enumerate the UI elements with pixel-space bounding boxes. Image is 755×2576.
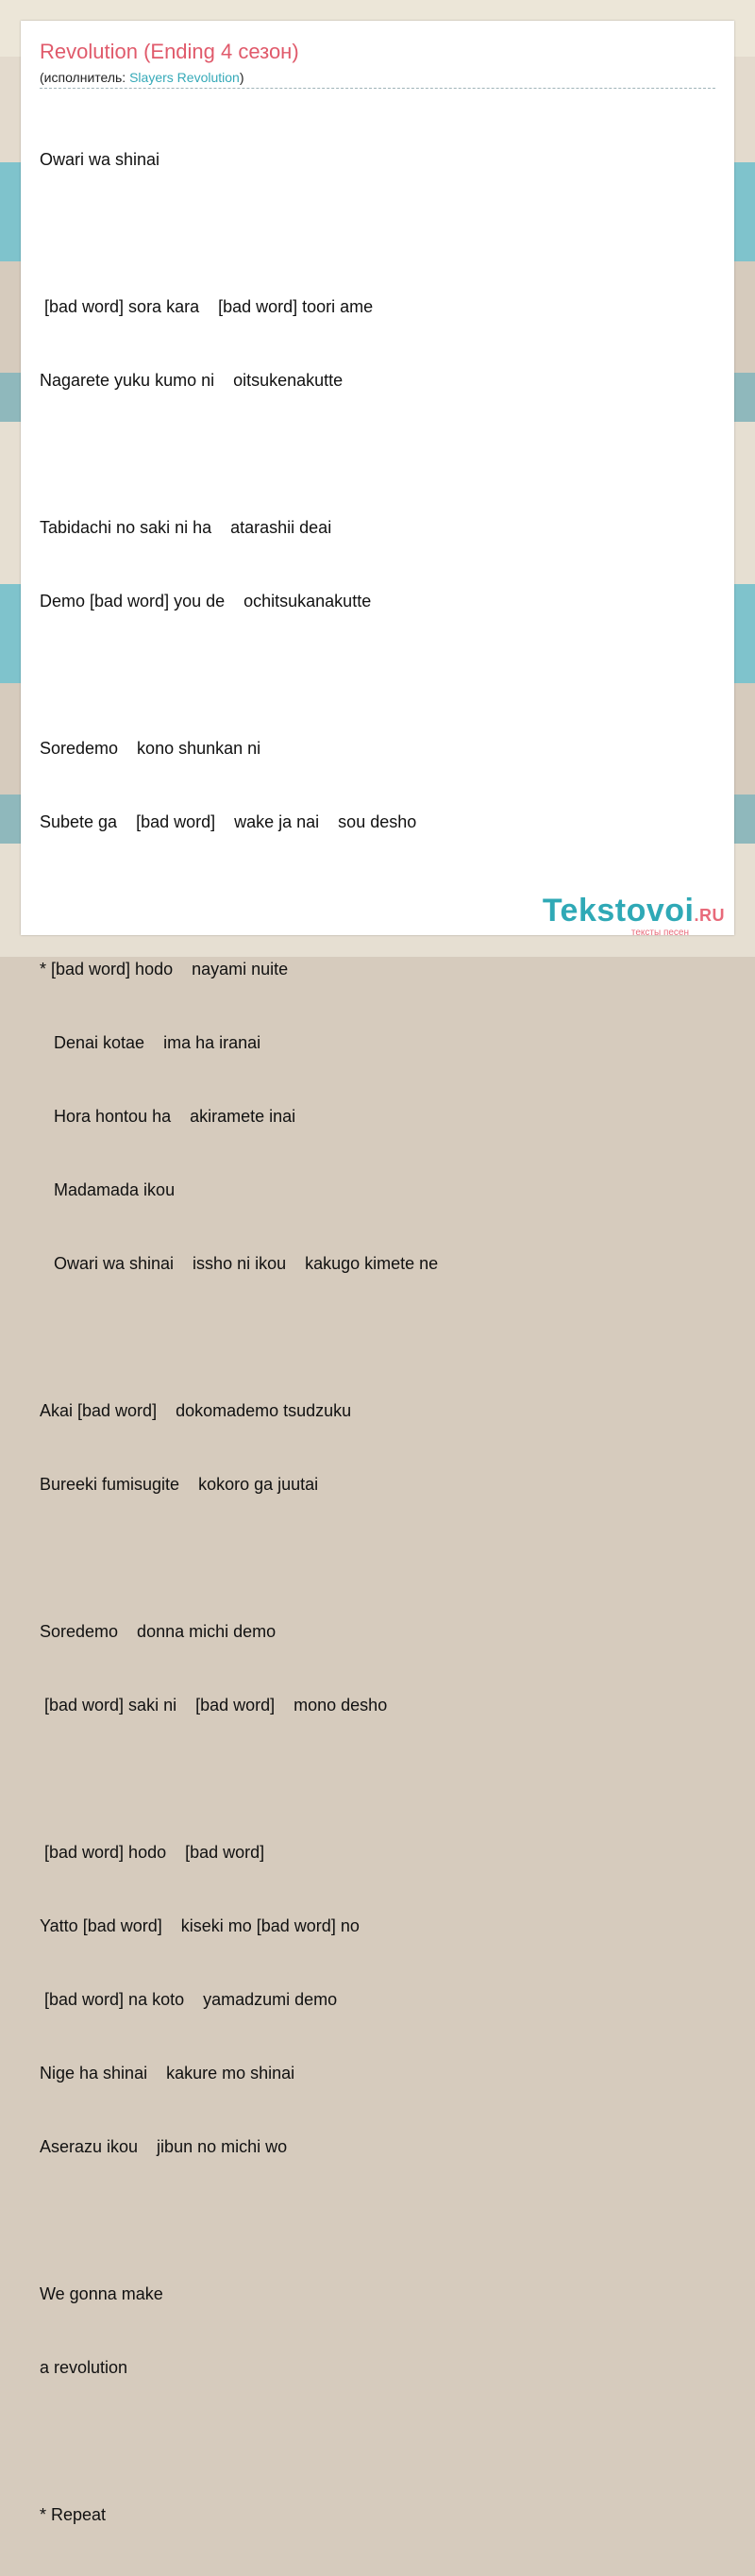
page-title: Revolution (Ending 4 сезон) xyxy=(40,40,299,63)
lyric-line: We gonna make xyxy=(40,2284,163,2303)
logo-wordmark xyxy=(543,895,725,931)
artist-suffix: ) xyxy=(239,70,244,85)
lyric-line xyxy=(40,2429,715,2453)
lyric-line: [bad word] saki ni [bad word] mono desho xyxy=(40,1696,388,1715)
lyric-line: Bureeki fumisugite kokoro ga juutai xyxy=(40,1475,319,1494)
lyric-line: Tabidachi no saki ni ha atarashii deai xyxy=(40,518,332,537)
lyrics-text xyxy=(40,98,715,2576)
lyric-line: [bad word] hodo [bad word] xyxy=(40,1843,265,1862)
artist-prefix: (исполнитель: xyxy=(40,70,130,85)
site-logo[interactable] xyxy=(543,895,725,938)
lyric-line: Yatto [bad word] kiseki mo [bad word] no xyxy=(40,1916,360,1935)
lyric-line xyxy=(40,442,715,466)
lyric-line: Nige ha shinai kakure mo shinai xyxy=(40,2064,295,2083)
lyric-line: Soredemo kono shunkan ni xyxy=(40,739,261,758)
lyric-line: Aserazu ikou jibun no michi wo xyxy=(40,2137,288,2156)
lyric-line: [bad word] sora kara [bad word] toori ame xyxy=(40,297,374,316)
lyric-line xyxy=(40,1546,715,1570)
lyrics-card xyxy=(21,21,734,2524)
lyric-line: a revolution xyxy=(40,2358,128,2377)
lyric-line: Hora hontou ha akiramete inai xyxy=(40,1107,296,1126)
lyric-line: Madamada ikou xyxy=(40,1180,176,1199)
logo-tld: .RU xyxy=(694,906,725,925)
lyric-line: Nagarete yuku kumo ni oitsukenakutte xyxy=(40,371,344,390)
logo-name: Tekstovoi xyxy=(542,893,695,928)
artist-link[interactable]: Slayers Revolution xyxy=(129,70,240,85)
lyric-line: Owari wa shinai xyxy=(40,150,160,169)
lyric-line: * Repeat xyxy=(40,2505,107,2524)
lyric-line: Demo [bad word] you de ochitsukanakutte xyxy=(40,592,372,611)
lyric-line: Denai kotae ima ha iranai xyxy=(40,1033,261,1052)
lyric-line: Owari wa shinai issho ni ikou kakugo kimete ne xyxy=(40,1254,439,1273)
lyric-line: * [bad word] hodo nayami nuite xyxy=(40,960,289,979)
title-divider xyxy=(40,88,715,89)
lyric-line xyxy=(40,662,715,687)
lyric-line xyxy=(40,221,715,245)
artist-line xyxy=(40,70,244,85)
lyric-line xyxy=(40,1325,715,1349)
lyric-line: Subete ga [bad word] wake ja nai sou desho xyxy=(40,812,417,831)
lyric-line: Akai [bad word] dokomademo tsudzuku xyxy=(40,1401,352,1420)
lyric-line: Soredemo donna michi demo xyxy=(40,1622,277,1641)
logo-tagline: тексты песен xyxy=(630,928,689,938)
lyric-line xyxy=(40,1766,715,1791)
lyric-line xyxy=(40,2208,715,2233)
lyric-line: [bad word] na koto yamadzumi demo xyxy=(40,1990,338,2009)
